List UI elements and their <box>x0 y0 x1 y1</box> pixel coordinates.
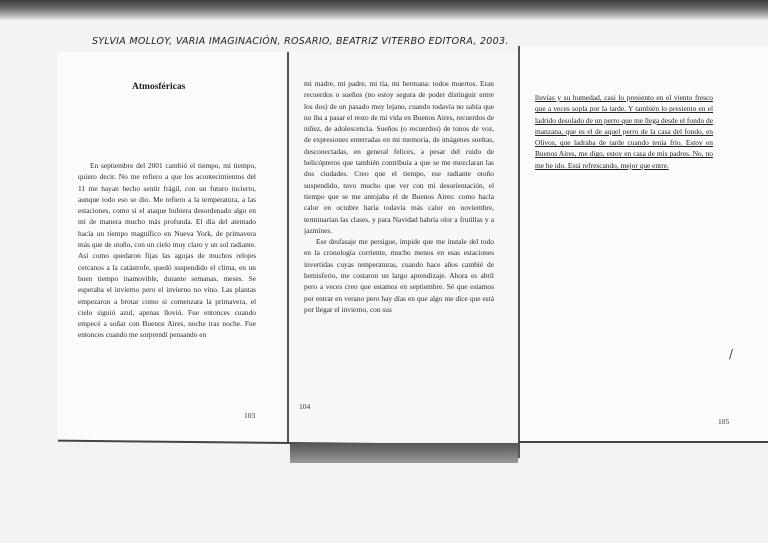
margin-pencil-mark: / <box>729 347 734 361</box>
binding-shadow <box>290 443 518 463</box>
underlined-paragraph: lluvias y su humedad, casi lo presiento en el viento fresco que a veces sopla por la tarde. Y también lo presiento en el ladrido desolado de un perro que me llega desde el fondo de manzana, que es el de aquel perro de la casa del fondo, en Olivos, que ladraba de tarde cuando tenía frío. Estoy en Buenos Aires, me digo, estoy en casa de mis padres. No, no me he ido. Está refrescando, mejor que entre. <box>535 93 713 170</box>
bottom-edge-line-right <box>518 441 768 443</box>
page-number-left: 103 <box>244 411 256 420</box>
right-text-column <box>535 92 713 171</box>
left-fold-line <box>287 52 289 444</box>
page-number-middle: 104 <box>299 402 311 411</box>
paragraph: Ese desfasaje me persigue, impide que me instale del todo en la cronología corriente, mucho menos en esas estaciones invertidas cuyas temperaturas, cuando hace años cambié de hemisferio, me costaron un largo aprendizaje. Ahora es abril pero a veces creo que estamos en septiembre. Sé que estamos por entrar en verano pero hay días en que algo me dice que está por llegar el invierno, con sus <box>304 237 494 314</box>
scanner-edge <box>0 0 768 20</box>
paragraph: mi madre, mi padre, mi tía, mi hermana: todos muertos. Eran recuerdos o sueños (no estoy segura de poder distinguir entre los dos) de un pasado muy lejano, cuando todavía no sabía que no iba a pasar el resto de mi vida en Buenos Aires, recuerdos de niñez, de adolescencia. Sueños (o recuerdos) de tonos de voz, de expresiones enterradas en mi memoria, de imágenes sueltas, desconectadas, en general felices, a pesar del ruido de helicópteros que también contribuía a que se me mezclaran las dos ciudades. Creo que el tiempo, ese radiante otoño suspendido, tuvo mucho que ver con mi desorientación, el tiempo que se me antojaba el de Buenos Aires: como hacía calor en octubre haría todavía más calor en noviembre, terminarían las clases, y para Navidad habría olor a frutillas y a jazmines. <box>304 79 494 235</box>
right-fold-line <box>518 46 520 458</box>
middle-text-column <box>304 78 494 315</box>
handwritten-citation: SYLVIA MOLLOY, VARIA IMAGINACIÓN, ROSARIO, BEATRIZ VITERBO EDITORA, 2003. <box>92 36 509 47</box>
left-text-column <box>78 160 256 341</box>
chapter-title: Atmosféricas <box>132 82 186 92</box>
paragraph: En septiembre del 2001 cambió el tiempo, mi tiempo, quiero decir. No me refiero a que los acontecimientos del 11 me hayan hecho sentir frágil, con un futuro incierto, aunque todo eso se dio. Me refiero a la temperatura, a las estaciones, como si el ataque hubiera desordenado algo en mí de manera mucho más profunda. El día del atentado hacía un tiempo magnífico en Nueva York, de primavera más que de otoño, con un cielo muy claro y un sol radiante. Así como quedaron fijas las agujas de muchos relojes cercanos a la catástrofe, quedó suspendido el clima, en un buen tiempo inamovible, durante semanas, meses. Se esperaba el invierno pero el invierno no vino. Las plantas empezaron a brotar como si comenzara la primavera, el cielo siguió azul, apenas llovió. Fue entonces cuando empecé a soñar con Buenos Aires, noche tras noche. Fue entonces cuando me sorprendí pensando en <box>78 161 256 340</box>
page-number-right: 105 <box>718 417 730 426</box>
